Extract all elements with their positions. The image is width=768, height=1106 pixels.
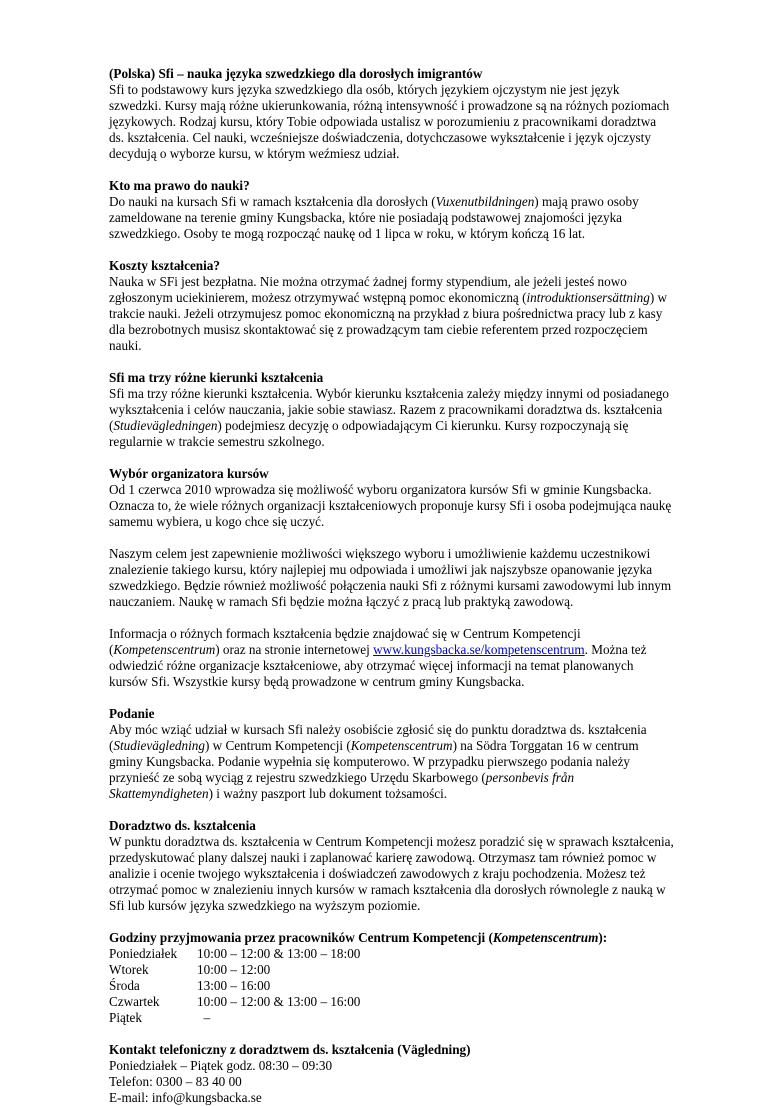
table-row	[109, 962, 360, 978]
application-term-2: Kompetenscentrum	[350, 738, 453, 753]
application-text-4: ) i ważny paszport lub dokument tożsamości.	[208, 786, 448, 801]
counseling-text: W punktu doradztwa ds. kształcenia w Centrum Kompetencji możesz poradzić się w sprawach kształcenia, przedyskutować plany dalszej nauki i zaplanować karierę zawodową. Otrzymasz tam również pomoc w analizie i ocenie twojego wykształcenia i doświadczeń zawodowych z kraju pochodzenia. Możesz też otrzymać pomoc w znalezieniu innych kursów w ramach kształcenia dla dorosłych równolegle z nauką w Sfi lub kursów języka szwedzkiego na wyższym poziomie.	[109, 834, 674, 913]
hours-day: Czwartek	[109, 994, 160, 1009]
hours-title-a: Godziny przyjmowania przez pracowników Centrum Kompetencji (	[109, 930, 493, 945]
costs-text-b: ) w trakcie nauki. Jeżeli otrzymujesz pomoc ekonomiczną na przykład z biura pośrednictwa pracy lub z kasy dla bezrobotnych musisz skontaktować się z prowadzącym tam ciebie referentem przed rozpoczęciem nauki.	[109, 290, 668, 353]
costs-term: introduktionsersättning	[526, 290, 650, 305]
section-organizer	[109, 466, 674, 690]
organizer-text-3b: ) oraz na stronie internetowej	[215, 642, 374, 657]
opening-hours-table	[109, 946, 360, 1026]
directions-term: Studievägledningen	[113, 418, 218, 433]
section-title-application: Podanie	[109, 706, 155, 721]
section-hours	[109, 930, 674, 1026]
costs-text-a: Nauka w SFi jest bezpłatna. Nie można otrzymać żadnej formy stypendium, ale jeżeli jesteś nowo zgłoszonym uciekinierem, możesz otrzymywać wstępną pomoc ekonomiczną (	[109, 274, 627, 305]
table-row	[109, 1010, 360, 1026]
eligibility-term: Vuxenutbildningen	[435, 194, 535, 209]
section-title-intro: (Polska) Sfi – nauka języka szwedzkiego dla dorosłych imigrantów	[109, 66, 483, 81]
hours-title-term: Kompetenscentrum	[492, 930, 599, 945]
table-row	[109, 994, 360, 1010]
section-directions	[109, 370, 674, 450]
organizer-paragraph-1	[109, 466, 674, 530]
section-title-directions: Sfi ma trzy różne kierunki kształcenia	[109, 370, 324, 385]
section-intro	[109, 66, 674, 162]
application-text-2: ) w Centrum Kompetencji (	[204, 738, 351, 753]
hours-time: 10:00 – 12:00 & 13:00 – 16:00	[197, 994, 361, 1009]
hours-day: Poniedziałek	[109, 946, 178, 961]
organizer-text-3c: . Można też odwiedzić różne organizacje kształceniowe, aby otrzymać więcej informacji na temat planowanych kursów Sfi. Wszystkie kursy będą prowadzone w centrum gminy Kungsbacka.	[109, 642, 647, 689]
section-application	[109, 706, 674, 802]
eligibility-text-b: ) mają prawo osoby zameldowane na terenie gminy Kungsbacka, które nie posiadają podstawowej znajomości języka szwedzkiego. Osoby te mogą rozpocząć naukę od 1 lipca w roku, w którym kończą 16 lat.	[109, 194, 639, 241]
section-costs	[109, 258, 674, 354]
hours-day: Wtorek	[109, 962, 149, 977]
hours-day: Środa	[109, 978, 140, 993]
organizer-text-3a: Informacja o różnych formach kształcenia będzie znajdować się w Centrum Kompetencji (	[109, 626, 581, 657]
section-contact	[109, 1042, 674, 1106]
hours-time: 10:00 – 12:00 & 13:00 – 18:00	[197, 946, 361, 961]
application-term-3: personbevis från Skattemyndigheten	[109, 770, 575, 801]
section-title-costs: Koszty kształcenia?	[109, 258, 220, 273]
kompetenscentrum-link[interactable]: www.kungsbacka.se/kompetenscentrum	[373, 642, 585, 657]
section-title-hours	[109, 930, 674, 946]
hours-day: Piątek	[109, 1010, 142, 1025]
section-title-counseling: Doradztwo ds. kształcenia	[109, 818, 256, 833]
application-text-3: ) na Södra Torggatan 16 w centrum gminy Kungsbacka. Podanie wypełnia się komputerowo. W przypadku pierwszego podania należy przynieść ze sobą wyciąg z rejestru szwedzkiego Urzędu Skarbowego (	[109, 738, 639, 785]
organizer-term: Kompetenscentrum	[113, 642, 216, 657]
hours-time: 10:00 – 12:00	[197, 962, 271, 977]
section-counseling	[109, 818, 674, 914]
section-title-eligibility: Kto ma prawo do nauki?	[109, 178, 250, 193]
table-row	[109, 946, 360, 962]
section-text-intro: Sfi to podstawowy kurs języka szwedzkiego dla osób, których językiem ojczystym nie jest język szwedzki. Kursy mają różne ukierunkowania, różną intensywność i prowadzone są na różnych poziomach językowych. Rodzaj kursu, który Tobie odpowiada ustalisz w porozumieniu z pracownikami doradztwa ds. kształcenia. Cel nauki, wcześniejsze doświadczenia, dotychczasowe wykształcenie i język ojczysty decydują o wyborze kursu, w którym weźmiesz udział.	[109, 82, 670, 161]
directions-text-b: ) podejmiesz decyzję o odpowiadającym Ci kierunku. Kursy rozpoczynają się regularnie w trakcie semestru szkolnego.	[109, 418, 629, 449]
application-text-1: Aby móc wziąć udział w kursach Sfi należy osobiście zgłosić się do punktu doradztwa ds. kształcenia (	[109, 722, 647, 753]
application-term-1: Studievägledning	[113, 738, 205, 753]
organizer-paragraph-2: Naszym celem jest zapewnienie możliwości większego wyboru i umożliwienie każdemu uczestnikowi znalezienie takiego kursu, który najlepiej mu odpowiada i umożliwi jak najszybsze opanowanie języka szwedzkiego. Będzie również możliwość połączenia nauki Sfi z różnymi kursami zawodowymi lub innym nauczaniem. Naukę w ramach Sfi będzie można łączyć z pracą lub praktyką zawodową.	[109, 546, 672, 609]
hours-time: 13:00 – 16:00	[197, 978, 271, 993]
section-title-contact: Kontakt telefoniczny z doradztwem ds. kształcenia (Vägledning)	[109, 1042, 471, 1057]
eligibility-text-a: Do nauki na kursach Sfi w ramach kształcenia dla dorosłych (	[109, 194, 436, 209]
directions-text-a: Sfi ma trzy różne kierunki kształcenia. Wybór kierunku kształcenia zależy między innymi od posiadanego wykształcenia i celów nauczania, jakie sobie stawiasz. Razem z pracownikami doradztwa ds. kształcenia (	[109, 386, 669, 433]
organizer-text-1: Od 1 czerwca 2010 wprowadza się możliwość wyboru organizatora kursów Sfi w gminie Kungsbacka. Oznacza to, że wiele różnych organizacji kształceniowych proponuje kursy Sfi i osoba podejmująca naukę samemu wybiera, u kogo chce się uczyć.	[109, 482, 672, 529]
table-row	[109, 978, 360, 994]
section-eligibility	[109, 178, 674, 242]
contact-hours: Poniedziałek – Piątek godz. 08:30 – 09:30	[109, 1058, 333, 1073]
contact-email: E-mail: info@kungsbacka.se	[109, 1090, 262, 1105]
hours-title-b: ):	[598, 930, 608, 945]
contact-phone: Telefon: 0300 – 83 40 00	[109, 1074, 242, 1089]
section-title-organizer: Wybór organizatora kursów	[109, 466, 269, 481]
organizer-paragraph-3	[109, 626, 674, 690]
hours-time: –	[197, 1010, 211, 1025]
